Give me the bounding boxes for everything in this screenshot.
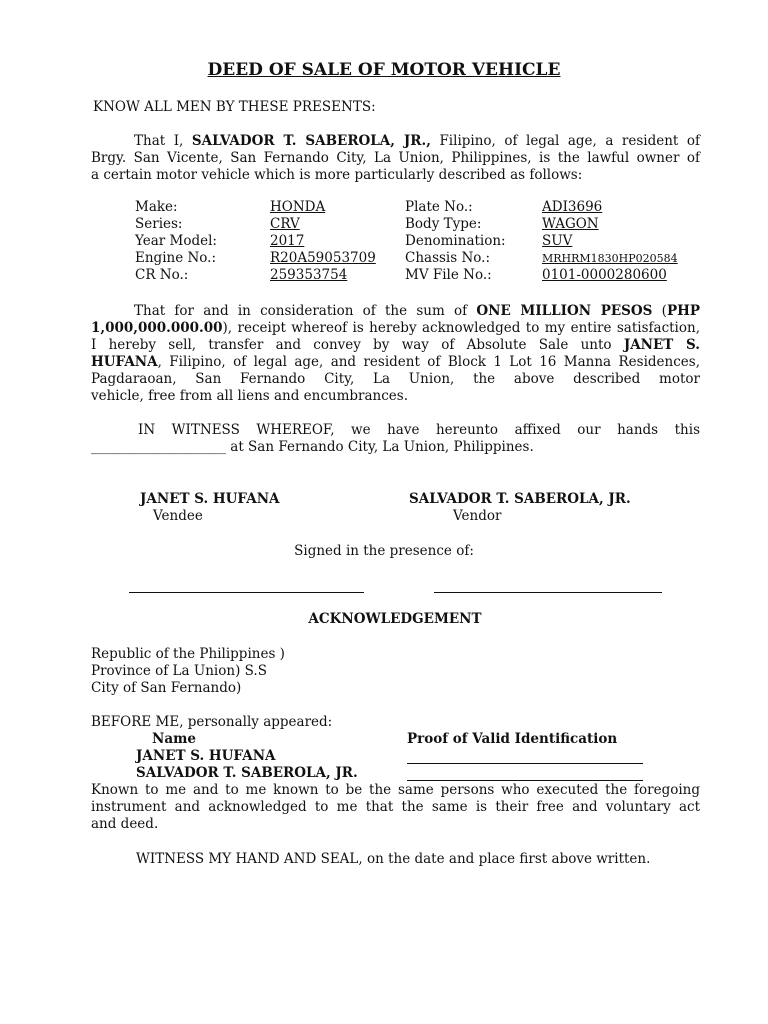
known-line-3: and deed. [91,816,159,832]
series-label: Series: [135,216,183,232]
year-value: 2017 [270,233,305,249]
para2-text: ( [652,303,667,319]
plate-value: ADI3696 [542,199,603,215]
para2-text: I hereby sell, transfer and convey by way of Absolute Sale unto [91,337,624,353]
venue-line-1: Republic of the Philippines ) [91,646,285,662]
para1-rest: Filipino, of legal age, a resident of [430,133,700,149]
para2-text: ), receipt whereof is hereby acknowledged to my entire satisfaction, [222,320,700,336]
plate-label: Plate No.: [405,199,473,215]
make-label: Make: [135,199,178,215]
witness-signature-line-2 [434,592,662,593]
denomination-value: SUV [542,233,573,249]
document-title: DEED OF SALE OF MOTOR VEHICLE [207,60,561,80]
presence-line: Signed in the presence of: [294,543,474,559]
venue-line-2: Province of La Union) S.S [91,663,267,679]
intro-line: KNOW ALL MEN BY THESE PRESENTS: [93,99,376,115]
date-blank: ____________________ [91,439,226,455]
php-label: PHP [666,303,700,319]
amount-number: 1,000,000.000.00 [91,320,223,336]
id-line-1 [407,763,643,764]
chassis-value: MRHRM1830HP020584 [542,252,678,265]
denomination-label: Denomination: [405,233,506,249]
spec-row [135,250,695,267]
para2-line5: Pagdaraoan, San Fernando City, La Union, the above described motor [91,371,700,387]
series-value: CRV [270,216,300,232]
vendor-name: SALVADOR T. SABEROLA, JR. [409,491,631,507]
para2-text: , Filipino, of legal age, and resident of Block 1 Lot 16 Manna Residences, [157,354,700,370]
id-line-2 [407,780,643,781]
para1-line3: a certain motor vehicle which is more particularly described as follows: [91,167,583,183]
para2-line6: vehicle, free from all liens and encumbrances. [91,388,409,404]
body-type-value: WAGON [542,216,599,232]
make-value: HONDA [270,199,326,215]
witness-line2: at San Fernando City, La Union, Philippines. [226,439,534,455]
vehicle-details [135,199,695,284]
mv-file-label: MV File No.: [405,267,492,283]
para1-line2: Brgy. San Vicente, San Fernando City, La Union, Philippines, is the lawful owner of [91,150,700,166]
engine-value: R20A59053709 [270,250,376,266]
spec-row [135,233,695,250]
owner-name: SALVADOR T. SABEROLA, JR., [191,133,431,149]
amount-words: ONE MILLION PESOS [476,303,653,319]
col-header-proof: Proof of Valid Identification [407,731,618,747]
buyer-name-part1: JANET S. [623,337,700,353]
known-line-1: Known to me and to me known to be the same persons who executed the foregoing [91,782,700,798]
cr-label: CR No.: [135,267,189,283]
para1-lead: That I, [134,133,192,149]
body-type-label: Body Type: [405,216,482,232]
spec-row [135,199,695,216]
mv-file-value: 0101-0000280600 [542,267,667,283]
ack-person-2: SALVADOR T. SABEROLA, JR. [136,765,358,781]
witness-line1: IN WITNESS WHEREOF, we have hereunto affixed our hands this [138,422,700,438]
col-header-name: Name [152,731,196,747]
vendor-role: Vendor [453,508,502,524]
cr-value: 259353754 [270,267,348,283]
spec-row [135,216,695,233]
closing-line: WITNESS MY HAND AND SEAL, on the date and place first above written. [136,851,651,867]
known-line-2: instrument and acknowledged to me that the same is their free and voluntary act [91,799,700,815]
acknowledgement-heading: ACKNOWLEDGEMENT [308,611,482,627]
spec-row [135,267,695,284]
ack-person-1: JANET S. HUFANA [136,748,276,764]
before-me-line: BEFORE ME, personally appeared: [91,714,333,730]
para2-text: That for and in consideration of the sum of [134,303,477,319]
vendee-name: JANET S. HUFANA [140,491,280,507]
witness-signature-line-1 [129,592,364,593]
year-label: Year Model: [135,233,217,249]
venue-line-3: City of San Fernando) [91,680,242,696]
engine-label: Engine No.: [135,250,217,266]
buyer-name-part2: HUFANA [91,354,158,370]
chassis-label: Chassis No.: [405,250,491,266]
vendee-role: Vendee [153,508,203,524]
